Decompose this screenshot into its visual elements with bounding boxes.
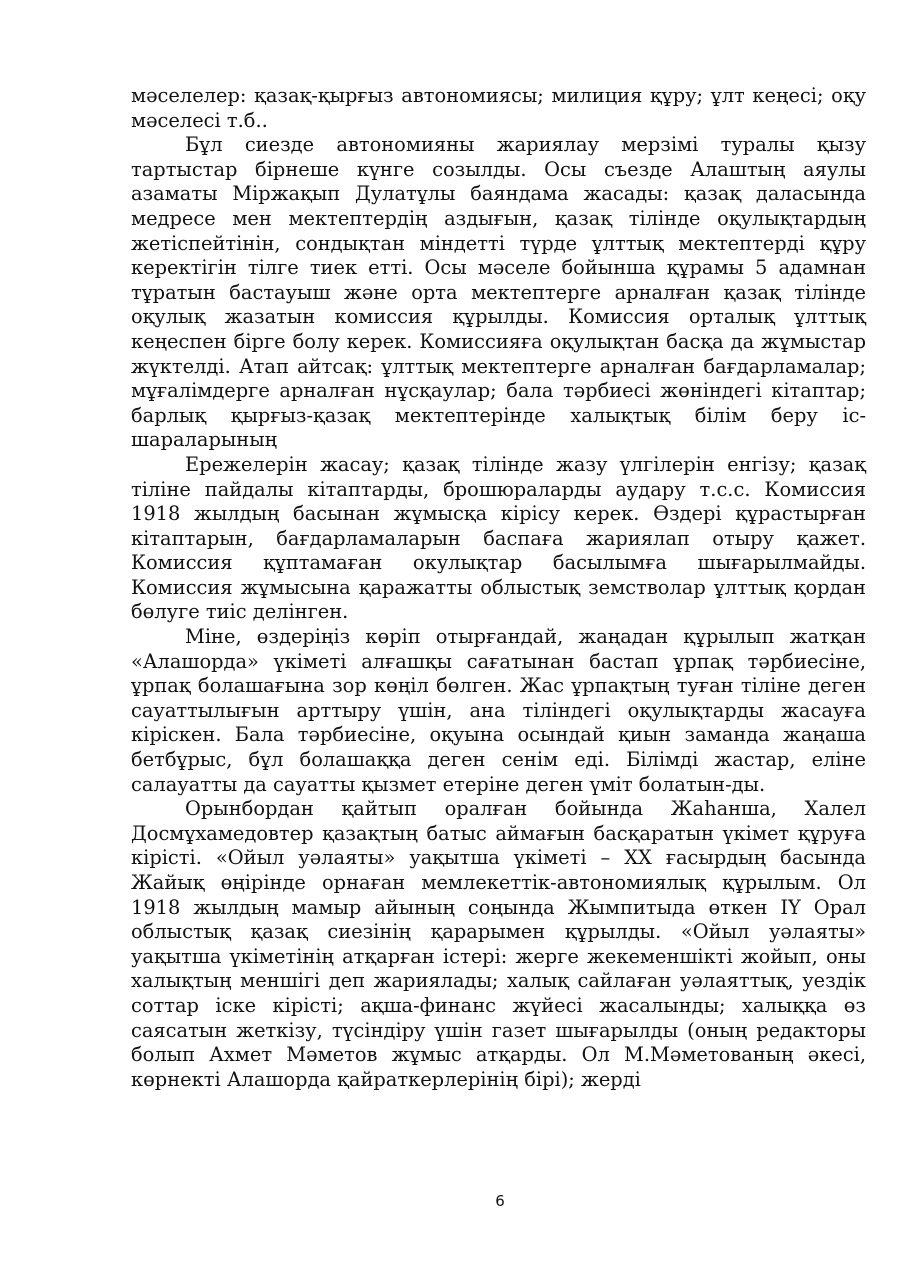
page-number: 6 — [495, 1192, 505, 1210]
paragraph-2: Бұл сиезде автономияны жариялау мерзімі туралы қызу тартыстар бірнеше күнге созылды. Осы съезде Алаштың аяулы азаматы Міржақып Дулатұлы баяндама жасады: қазақ даласында медресе мен мектептердің аздығын, қазақ тілінде оқулықтардың жетіспейтінін, сондықтан міндетті түрде ұлттық мектептерді құру керектігін тілге тиек етті. Осы мәселе бойынша құрамы 5 адамнан тұратын бастауыш және орта мектептерге арналған қазақ тілінде оқулық жазатын комиссия құрылды. Комиссия орталық ұлттық кеңеспен бірге болу керек. Комиссияға оқулықтан басқа да жұмыстар жүктелді. Атап айтсақ: ұлттық мектептерге арналған бағдарламалар; мұғалімдерге арналған нұсқаулар; бала тәрбиесі жөніндегі кітаптар; барлық қырғыз-қазақ мектептерінде халықтық білім беру іс-шараларының — [131, 133, 866, 452]
body-text — [131, 84, 866, 1092]
paragraph-4: Міне, өздеріңіз көріп отырғандай, жаңадан құрылып жатқан «Алашорда» үкіметі алғашқы сағатынан бастап ұрпақ тәрбиесіне, ұрпақ болашағына зор көңіл бөлген. Жас ұрпақтың туған тіліне деген сауаттылығын арттыру үшін, ана тіліндегі оқулықтарды жасауға кіріскен. Бала тәрбиесіне, оқуына осындай қиын заманда жаңаша бетбұрыс, бұл болашаққа деген сенім еді. Білімді жастар, еліне салауатты да сауатты қызмет етеріне деген үміт болатын-ды. — [131, 625, 866, 796]
paragraph-1: мәселелер: қазақ-қырғыз автономиясы; милиция құру; ұлт кеңесі; оқу мәселесі т.б.. — [131, 84, 866, 132]
paragraph-5: Орынбордан қайтып оралған бойында Жаһанша, Халел Досмұхамедовтер қазақтың батыс аймағын басқаратын үкімет құруға кірісті. «Ойыл уәлаяты» уақытша үкіметі – XX ғасырдың басында Жайық өңірінде орнаған мемлекеттік-автономиялық құрылым. Ол 1918 жылдың мамыр айының соңында Жымпитыда өткен IY Орал облыстық қазақ сиезінің қарарымен құрылды. «Ойыл уәлаяты» уақытша үкіметінің атқарған істері: жерге жекеменшікті жойып, оны халықтың меншігі деп жариялады; халық сайлаған уәлаяттық, уездік соттар іске кірісті; ақша-финанс жүйесі жасалынды; халыққа өз саясатын жеткізу, түсіндіру үшін газет шығарылды (оның редакторы болып Ахмет Мәметов жұмыс атқарды. Ол М.Мәметованың әкесі, көрнекті Алашорда қайраткерлерінің бірі); жерді — [131, 797, 866, 1091]
paragraph-3: Ережелерін жасау; қазақ тілінде жазу үлгілерін енгізу; қазақ тіліне пайдалы кітаптарды, брошюраларды аудару т.с.с. Комиссия 1918 жылдың басынан жұмысқа кірісу керек. Өздері құрастырған кітаптарын, бағдарламаларын баспаға жариялап отыру қажет. Комиссия құптамаған окулықтар басылымға шығарылмайды. Комиссия жұмысына қаражатты облыстық земстволар ұлттық қордан бөлуге тиіс делінген. — [131, 452, 866, 624]
